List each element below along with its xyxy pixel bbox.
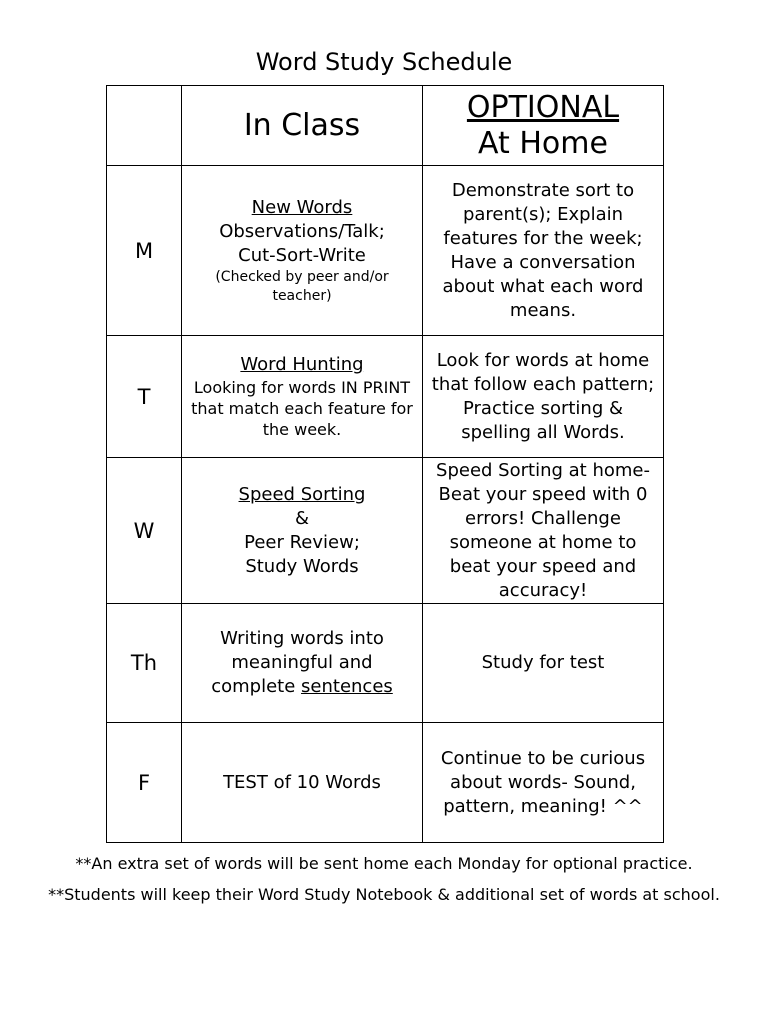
schedule-table xyxy=(106,85,664,843)
footnote: **An extra set of words will be sent home each Monday for optional practice. xyxy=(75,854,693,873)
footnotes xyxy=(40,848,728,910)
in-class-text: Writing words into meaningful and complete xyxy=(211,628,384,697)
day-cell: F xyxy=(107,723,182,843)
in-class-note: (Checked by peer and/or teacher) xyxy=(215,268,389,304)
at-home-heading: At Home xyxy=(478,125,608,161)
in-class-line: Peer Review; xyxy=(244,531,360,553)
at-home-cell: Demonstrate sort to parent(s); Explain features for the week; Have a conversation about what each word means. xyxy=(423,166,664,336)
day-cell: Th xyxy=(107,604,182,723)
in-class-line: Study Words xyxy=(245,555,359,577)
in-class-line: & xyxy=(294,507,310,529)
in-class-heading: In Class xyxy=(243,107,361,143)
in-class-text: Looking for words IN PRINT that match each feature for the week. xyxy=(191,378,413,439)
page-title: Word Study Schedule xyxy=(255,48,513,76)
at-home-cell: Continue to be curious about words- Sound, pattern, meaning! ^^ xyxy=(423,723,664,843)
at-home-cell: Look for words at home that follow each pattern; Practice sorting & spelling all Words. xyxy=(423,336,664,458)
in-class-heading-text: New Words xyxy=(251,196,353,218)
in-class-cell xyxy=(182,604,423,723)
header-in-class xyxy=(182,86,423,166)
table-row xyxy=(107,604,664,723)
in-class-heading-text: Speed Sorting xyxy=(238,483,366,505)
in-class-heading-text: Word Hunting xyxy=(240,354,364,375)
day-cell: W xyxy=(107,458,182,604)
at-home-cell: Study for test xyxy=(423,604,664,723)
in-class-line: Observations/Talk; xyxy=(219,220,385,242)
header-at-home xyxy=(423,86,664,166)
day-cell: M xyxy=(107,166,182,336)
in-class-cell xyxy=(182,336,423,458)
table-header-row xyxy=(107,86,664,166)
in-class-cell xyxy=(182,166,423,336)
optional-heading: OPTIONAL xyxy=(466,89,620,125)
day-cell: T xyxy=(107,336,182,458)
table-row xyxy=(107,336,664,458)
table-row xyxy=(107,723,664,843)
in-class-cell: TEST of 10 Words xyxy=(182,723,423,843)
in-class-cell xyxy=(182,458,423,604)
table-row xyxy=(107,458,664,604)
header-day-cell xyxy=(107,86,182,166)
footnote: **Students will keep their Word Study Notebook & additional set of words at school. xyxy=(48,885,720,904)
in-class-line: Cut-Sort-Write xyxy=(238,244,366,266)
table-row xyxy=(107,166,664,336)
in-class-underlined: sentences xyxy=(301,676,393,697)
at-home-cell: Speed Sorting at home- Beat your speed with 0 errors! Challenge someone at home to beat your speed and accuracy! xyxy=(423,458,664,604)
